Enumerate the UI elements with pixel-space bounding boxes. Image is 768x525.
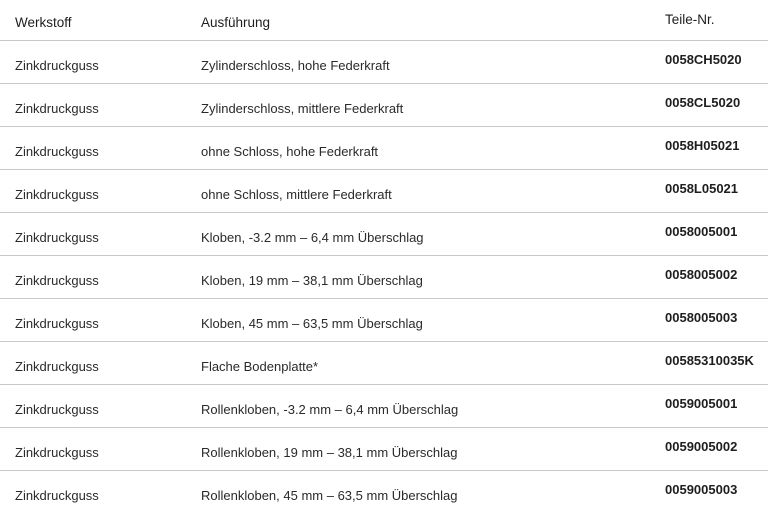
cell-material: Zinkdruckguss (15, 144, 99, 159)
cell-part-number: 00585310035K (665, 353, 754, 368)
cell-material: Zinkdruckguss (15, 187, 99, 202)
table-row (0, 213, 768, 256)
table-header (0, 0, 768, 41)
table-row (0, 84, 768, 127)
cell-material: Zinkdruckguss (15, 273, 99, 288)
cell-execution: Rollenkloben, 19 mm – 38,1 mm Überschlag (201, 445, 458, 460)
cell-execution: ohne Schloss, mittlere Federkraft (201, 187, 392, 202)
cell-execution: Zylinderschloss, hohe Federkraft (201, 58, 390, 73)
cell-part-number: 0058CH5020 (665, 52, 742, 67)
cell-material: Zinkdruckguss (15, 359, 99, 374)
cell-part-number: 0059005003 (665, 482, 738, 497)
cell-material: Zinkdruckguss (15, 402, 99, 417)
cell-material: Zinkdruckguss (15, 230, 99, 245)
table-row (0, 41, 768, 84)
cell-material: Zinkdruckguss (15, 445, 99, 460)
table-row (0, 471, 768, 513)
header-material: Werkstoff (15, 15, 72, 30)
cell-part-number: 0058CL5020 (665, 95, 741, 110)
cell-material: Zinkdruckguss (15, 488, 99, 503)
table-row (0, 170, 768, 213)
cell-execution: Kloben, 19 mm – 38,1 mm Überschlag (201, 273, 423, 288)
cell-execution: Kloben, 45 mm – 63,5 mm Überschlag (201, 316, 423, 331)
header-part-number: Teile-Nr. (665, 12, 715, 27)
cell-material: Zinkdruckguss (15, 101, 99, 116)
table-row (0, 127, 768, 170)
cell-part-number: 0058005001 (665, 224, 738, 239)
cell-execution: Rollenkloben, -3.2 mm – 6,4 mm Überschlag (201, 402, 459, 417)
cell-part-number: 0059005001 (665, 396, 738, 411)
table-row (0, 342, 768, 385)
cell-part-number: 0058005002 (665, 267, 738, 282)
header-execution: Ausführung (201, 15, 271, 30)
cell-execution: ohne Schloss, hohe Federkraft (201, 144, 379, 159)
cell-execution: Zylinderschloss, mittlere Federkraft (201, 101, 404, 116)
cell-part-number: 0058H05021 (665, 138, 740, 153)
cell-part-number: 0059005002 (665, 439, 738, 454)
cell-execution: Flache Bodenplatte* (201, 359, 319, 374)
table-row (0, 256, 768, 299)
cell-part-number: 0058005003 (665, 310, 738, 325)
cell-execution: Kloben, -3.2 mm – 6,4 mm Überschlag (201, 230, 424, 245)
cell-execution: Rollenkloben, 45 mm – 63,5 mm Überschlag (201, 488, 458, 503)
cell-part-number: 0058L05021 (665, 181, 739, 196)
table-row (0, 385, 768, 428)
cell-material: Zinkdruckguss (15, 316, 99, 331)
table-row (0, 299, 768, 342)
cell-material: Zinkdruckguss (15, 58, 99, 73)
table-row (0, 428, 768, 471)
